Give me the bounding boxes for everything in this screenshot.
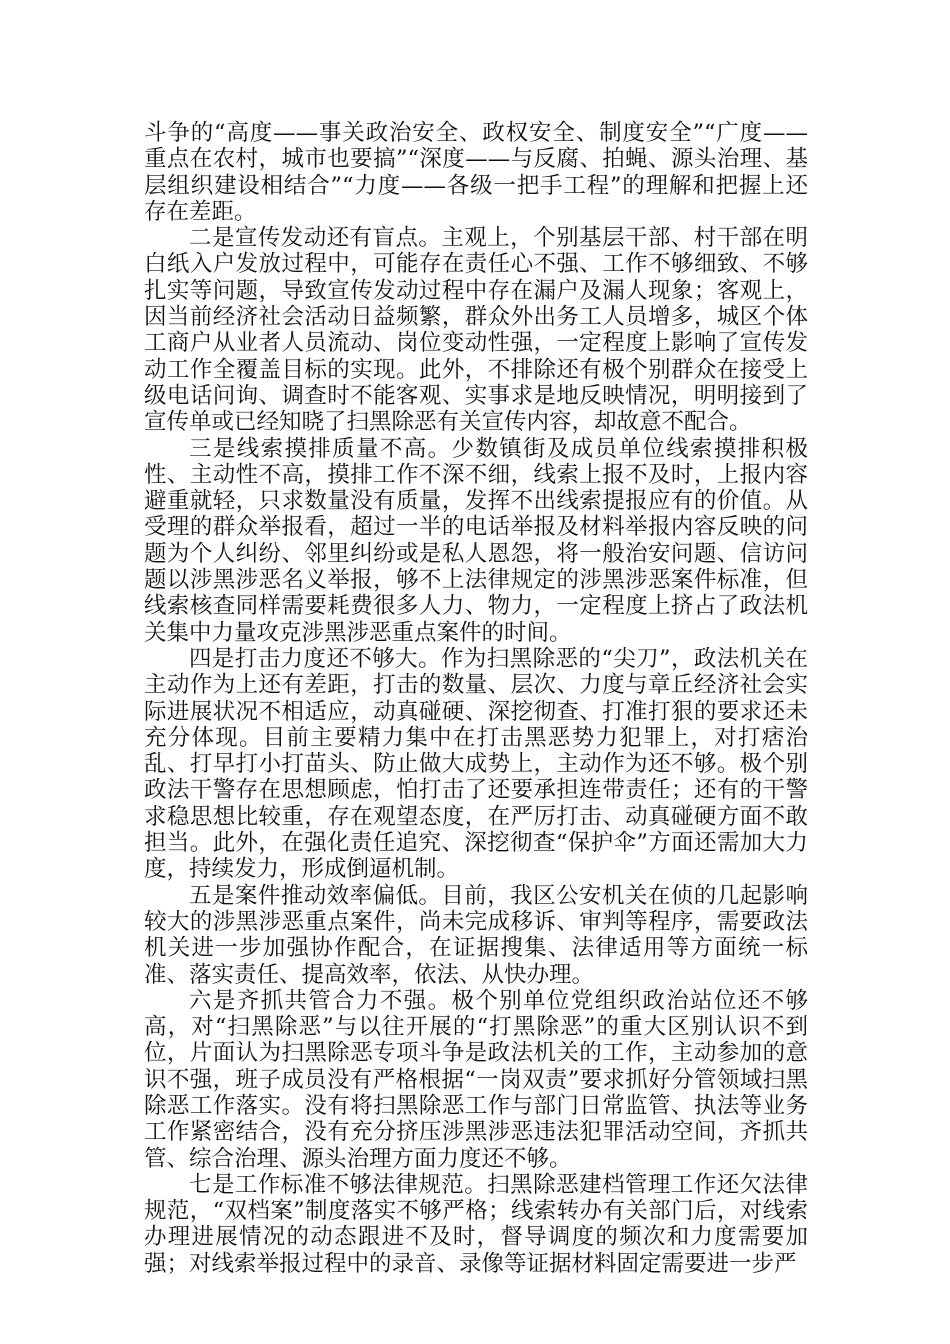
document-body <box>144 120 808 1277</box>
paragraph-case-efficiency: 五是案件推动效率偏低。目前，我区公安机关在侦的几起影响较大的涉黑涉恶重点案件，尚未完成移诉、审判等程序，需要政法机关进一步加强协作配合，在证据搜集、法律适用等方面统一标准、落实责任、提高效率，依法、从快办理。 <box>144 882 808 988</box>
paragraph-joint-management: 六是齐抓共管合力不强。极个别单位党组织政治站位还不够高，对“扫黑除恶”与以往开展的“打黑除恶”的重大区别认识不到位，片面认为扫黑除恶专项斗争是政法机关的工作，主动参加的意识不强，班子成员没有严格根据“一岗双责”要求抓好分管领域扫黑除恶工作落实。没有将扫黑除恶工作与部门日常监管、执法等业务工作紧密结合，没有充分挤压涉黑涉恶违法犯罪活动空间，齐抓共管、综合治理、源头治理方面力度还不够。 <box>144 987 808 1172</box>
paragraph-strike-intensity: 四是打击力度还不够大。作为扫黑除恶的“尖刀”，政法机关在主动作为上还有差距，打击的数量、层次、力度与章丘经济社会实际进展状况不相适应，动真碰硬、深挖彻查、打准打狠的要求还未充分体现。目前主要精力集中在打击黑恶势力犯罪上，对打痞治乱、打早打小打苗头、防止做大成势上，主动作为还不够。极个别政法干警存在思想顾虑，怕打击了还要承担连带责任；还有的干警求稳思想比较重，存在观望态度，在严厉打击、动真碰硬方面不敢担当。此外，在强化责任追究、深挖彻查“保护伞”方面还需加大力度，持续发力，形成倒逼机制。 <box>144 645 808 883</box>
paragraph-clue-quality: 三是线索摸排质量不高。少数镇街及成员单位线索摸排积极性、主动性不高，摸排工作不深不细，线索上报不及时，上报内容避重就轻，只求数量没有质量，发挥不出线索提报应有的价值。从受理的群众举报看，超过一半的电话举报及材料举报内容反映的问题为个人纠纷、邻里纠纷或是私人恩怨，将一般治安问题、信访问题以涉黑涉恶名义举报，够不上法律规定的涉黑涉恶案件标准，但线索核查同样需要耗费很多人力、物力，一定程度上挤占了政法机关集中力量攻克涉黑涉恶重点案件的时间。 <box>144 435 808 646</box>
paragraph-publicity-blind-spots: 二是宣传发动还有盲点。主观上，个别基层干部、村干部在明白纸入户发放过程中，可能存在责任心不强、工作不够细致、不够扎实等问题，导致宣传发动过程中存在漏户及漏人现象；客观上，因当前经济社会活动日益频繁，群众外出务工人员增多，城区个体工商户从业者人员流动、岗位变动性强，一定程度上影响了宣传发动工作全覆盖目标的实现。此外，不排除还有极个别群众在接受上级电话问询、调查时不能客观、实事求是地反映情况，明明接到了宣传单或已经知晓了扫黑除恶有关宣传内容，却故意不配合。 <box>144 225 808 436</box>
paragraph-work-standards: 七是工作标准不够法律规范。扫黑除恶建档管理工作还欠法律规范，“双档案”制度落实不够严格；线索转办有关部门后，对线索办理进展情况的动态跟进不及时，督导调度的频次和力度需要加强；对线索举报过程中的录音、录像等证据材料固定需要进一步严 <box>144 1171 808 1277</box>
paragraph-continuation: 斗争的“高度——事关政治安全、政权安全、制度安全”“广度——重点在农村，城市也要搞”“深度——与反腐、拍蝇、源头治理、基层组织建设相结合”“力度——各级一把手工程”的理解和把握上还存在差距。 <box>144 120 808 225</box>
